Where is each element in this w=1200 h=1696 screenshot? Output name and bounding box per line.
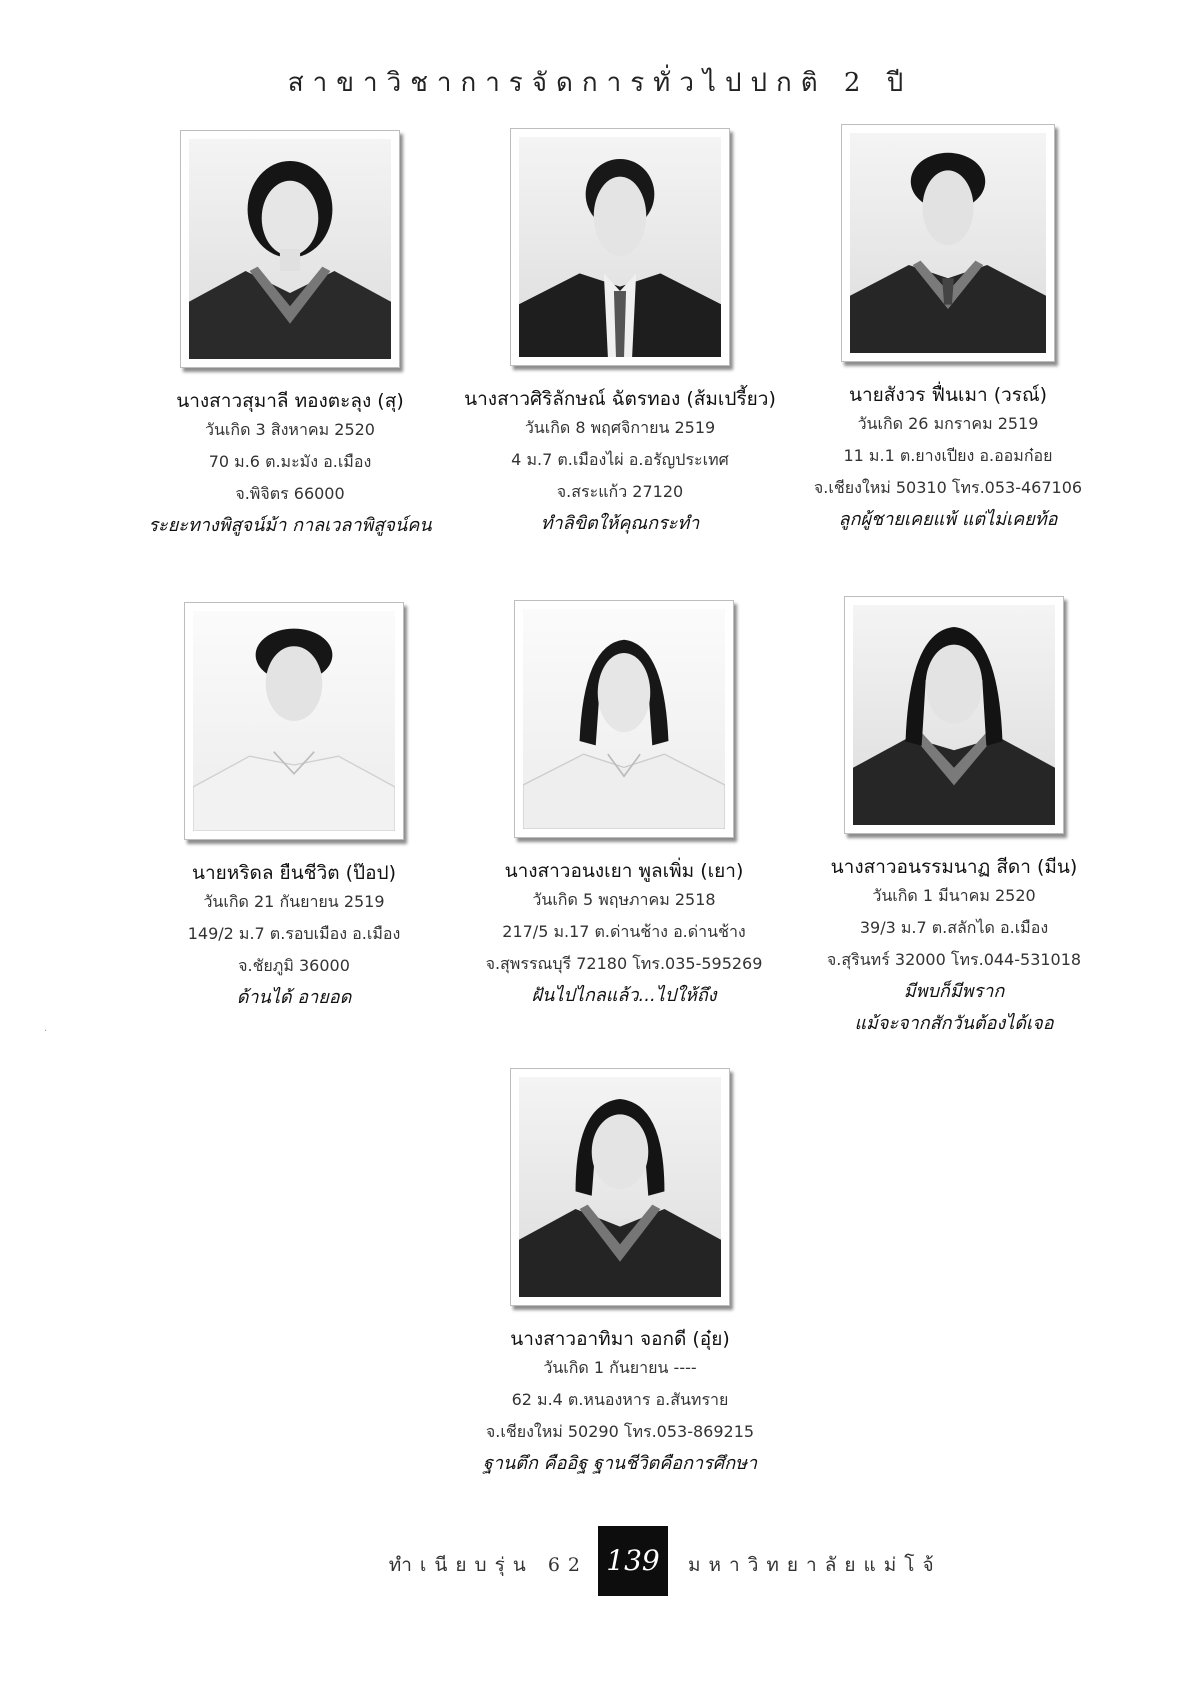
address-line: 217/5 ม.17 ต.ด่านช้าง อ.ด่านช้าง [502,922,746,941]
motto: ฝันไปไกลแล้ว...ไปให้ถึง [531,985,717,1006]
graduate-name: นางสาวอนรรมนาฏ สีดา (มีน) [830,856,1078,878]
portrait-photo [184,602,404,840]
birth-date: วันเกิด 1 กันยายน ---- [543,1358,697,1377]
motto: ลูกผู้ชายเคยแพ้ แต่ไม่เคยท้อ [838,509,1058,530]
graduate-card [440,128,800,540]
address-line: 4 ม.7 ต.เมืองไผ่ อ.อรัญประเทศ [511,450,729,469]
address-province: จ.พิจิตร 66000 [235,484,345,503]
birth-date: วันเกิด 26 มกราคม 2519 [857,414,1039,433]
birth-date: วันเกิด 3 สิงหาคม 2520 [205,420,375,439]
birth-date: วันเกิด 1 มีนาคม 2520 [872,886,1036,905]
graduate-card [444,600,804,1012]
portrait-photo [844,596,1064,834]
graduate-card [114,602,474,1014]
address-line: 39/3 ม.7 ต.สลักได อ.เมือง [859,918,1049,937]
address-line: 149/2 ม.7 ต.รอบเมือง อ.เมือง [187,924,401,943]
graduate-card [768,124,1128,536]
graduate-name: นางสาวศิริลักษณ์ ฉัตรทอง (ส้มเปรี้ยว) [464,388,776,410]
address-province: จ.เชียงใหม่ 50290 โทร.053-869215 [485,1422,755,1441]
graduate-name: นายหริดล ยืนชีวิต (ป๊อป) [192,862,396,884]
address-province: จ.สุพรรณบุรี 72180 โทร.035-595269 [485,954,763,973]
portrait-photo [510,1068,730,1306]
motto-second-line: แม้จะจากสักวันต้องได้เจอ [854,1013,1054,1034]
page-number: 139 [598,1526,668,1596]
address-province: จ.สุรินทร์ 32000 โทร.044-531018 [826,950,1082,969]
portrait-photo [514,600,734,838]
portrait-photo [841,124,1055,362]
footer-yearbook-label: ทำเนียบรุ่น 62 [388,1554,588,1576]
portrait-photo [510,128,730,366]
graduate-card [110,130,470,542]
portrait-photo [180,130,400,368]
address-line: 11 ม.1 ต.ยางเปียง อ.ออมก๋อย [843,446,1053,465]
graduate-name: นางสาวอาทิมา จอกดี (อุ๋ย) [510,1328,730,1350]
birth-date: วันเกิด 21 กันยายน 2519 [203,892,385,911]
graduate-name: นางสาวสุมาลี ทองตะลุง (สุ) [176,390,404,412]
graduate-name: นางสาวอนงเยา พูลเพิ่ม (เยา) [504,860,744,882]
stray-mark: · [44,1026,48,1037]
graduate-card [440,1068,800,1480]
page-footer [0,1526,1200,1596]
motto: ทำลิขิตให้คุณกระทำ [540,513,700,534]
graduate-card [774,596,1134,1040]
address-province: จ.สระแก้ว 27120 [556,482,684,501]
footer-university-label: มหาวิทยาลัยแม่โจ้ [688,1554,942,1576]
motto: มีพบก็มีพราก [903,981,1005,1002]
address-province: จ.เชียงใหม่ 50310 โทร.053-467106 [813,478,1083,497]
birth-date: วันเกิด 5 พฤษภาคม 2518 [532,890,716,909]
birth-date: วันเกิด 8 พฤศจิกายน 2519 [524,418,716,437]
address-line: 70 ม.6 ต.มะมัง อ.เมือง [208,452,372,471]
motto: ฐานตึก คืออิฐ ฐานชีวิตคือการศึกษา [482,1453,758,1474]
address-province: จ.ชัยภูมิ 36000 [238,956,350,975]
page-title: สาขาวิชาการจัดการทั่วไปปกติ 2 ปี [287,68,913,98]
motto: ด้านได้ อายอด [236,987,352,1008]
address-line: 62 ม.4 ต.หนองหาร อ.สันทราย [511,1390,729,1409]
motto: ระยะทางพิสูจน์ม้า กาลเวลาพิสูจน์คน [148,515,432,536]
graduate-name: นายสังวร ฟื่นเมา (วรณ์) [848,384,1048,406]
